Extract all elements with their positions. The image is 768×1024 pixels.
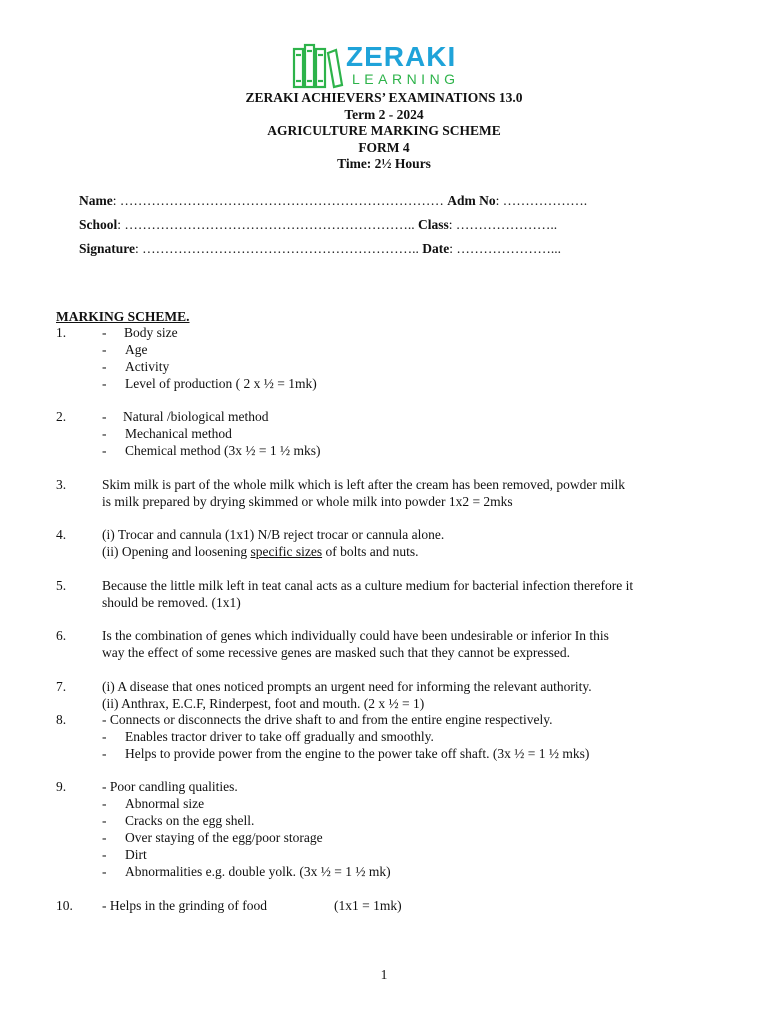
- logo-wordmark: ZERAKI: [346, 41, 457, 72]
- answer-line: Natural /biological method: [123, 409, 269, 424]
- dash: -: [102, 746, 107, 761]
- class-field[interactable]: : …………………..: [448, 217, 558, 232]
- name-row: [79, 193, 587, 210]
- school-field[interactable]: : ………………………………………………………..: [117, 217, 415, 232]
- header-subject: AGRICULTURE MARKING SCHEME: [267, 123, 501, 138]
- answer-text: of bolts and nuts.: [322, 544, 419, 559]
- answer-line: Body size: [124, 325, 178, 340]
- answer-line: (i) A disease that ones noticed prompts an urgent need for informing the relevant authority.: [102, 679, 592, 694]
- question-number: 1.: [56, 325, 67, 340]
- answer-line: [102, 544, 418, 561]
- dash: -: [102, 359, 107, 374]
- class-label: Class: [418, 217, 449, 232]
- books-icon: [292, 43, 344, 89]
- dash: -: [102, 847, 107, 862]
- dash: -: [102, 342, 107, 357]
- header-term: Term 2 - 2024: [344, 106, 424, 122]
- header-exam-title: ZERAKI ACHIEVERS’ EXAMINATIONS 13.0: [245, 90, 523, 105]
- answer-line: way the effect of some recessive genes are masked such that they cannot be expressed.: [102, 645, 570, 660]
- question-number: 8.: [56, 712, 67, 727]
- answer-line: Activity: [125, 359, 170, 374]
- school-row: [79, 217, 557, 234]
- answer-line: Age: [125, 342, 148, 357]
- answer-line: Enables tractor driver to take off gradually and smoothly.: [125, 729, 434, 744]
- answer-line: should be removed. (1x1): [102, 595, 241, 610]
- page-number: 1: [380, 967, 388, 982]
- answer-line: Abnormalities e.g. double yolk. (3x ½ = 1 ½ mk): [125, 864, 391, 879]
- question-number: 9.: [56, 779, 67, 794]
- question-number: 5.: [56, 578, 67, 593]
- question-number: 7.: [56, 679, 67, 694]
- dash: -: [102, 864, 107, 879]
- date-label: Date: [422, 241, 450, 256]
- dash: -: [102, 376, 107, 391]
- answer-line: Because the little milk left in teat canal acts as a culture medium for bacterial infection therefore it: [102, 578, 634, 593]
- answer-line: Skim milk is part of the whole milk which is left after the cream has been removed, powder milk: [102, 477, 625, 492]
- question-number: 2.: [56, 409, 67, 424]
- section-title: MARKING SCHEME.: [56, 309, 190, 324]
- header-time: Time: 2½ Hours: [337, 156, 431, 171]
- header-form: FORM 4: [358, 139, 410, 155]
- answer-line: is milk prepared by drying skimmed or whole milk into powder 1x2 = 2mks: [102, 494, 513, 509]
- answer-line: Dirt: [125, 847, 147, 862]
- signature-row: [79, 241, 561, 258]
- question-number: 10.: [56, 898, 73, 913]
- name-field[interactable]: : ………………………………………………………………: [112, 193, 444, 208]
- adm-label: Adm No: [447, 193, 496, 208]
- signature-label: Signature: [79, 241, 136, 256]
- logo-subtitle: LEARNING: [352, 71, 460, 87]
- answer-line: - Helps in the grinding of food: [102, 898, 267, 913]
- adm-field[interactable]: : ……………….: [495, 193, 588, 208]
- answer-line: - Connects or disconnects the drive shaft to and from the entire engine respectively.: [102, 712, 553, 727]
- exam-header: [0, 90, 768, 173]
- answer-line: - Poor candling qualities.: [102, 779, 238, 794]
- dash: -: [102, 813, 107, 828]
- dash: -: [102, 409, 107, 424]
- question-number: 4.: [56, 527, 67, 542]
- answer-line: Abnormal size: [125, 796, 205, 811]
- dash: -: [102, 443, 107, 458]
- dash: -: [102, 830, 107, 845]
- dash: -: [102, 796, 107, 811]
- question-number: 6.: [56, 628, 67, 643]
- dash: -: [102, 426, 107, 441]
- signature-field[interactable]: : ……………………………………………………..: [135, 241, 419, 256]
- answer-line: Mechanical method: [125, 426, 232, 441]
- answer-line: (i) Trocar and cannula (1x1) N/B reject trocar or cannula alone.: [102, 527, 445, 542]
- date-field[interactable]: : …………………...: [449, 241, 562, 256]
- answer-line: Level of production ( 2 x ½ = 1mk): [125, 376, 317, 391]
- answer-marks: (1x1 = 1mk): [334, 898, 402, 913]
- zeraki-logo: [292, 43, 482, 89]
- answer-line: (ii) Anthrax, E.C.F, Rinderpest, foot and mouth. (2 x ½ = 1): [102, 696, 425, 711]
- dash: -: [102, 325, 107, 340]
- answer-line: Over staying of the egg/poor storage: [125, 830, 323, 845]
- answer-line: Chemical method (3x ½ = 1 ½ mks): [125, 443, 321, 458]
- name-label: Name: [79, 193, 113, 208]
- question-number: 3.: [56, 477, 67, 492]
- answer-line: Is the combination of genes which individually could have been undesirable or inferior In this: [102, 628, 609, 643]
- answer-line: Cracks on the egg shell.: [125, 813, 255, 828]
- answer-text: (ii) Opening and loosening: [102, 544, 251, 559]
- underlined-text: specific sizes: [250, 544, 323, 559]
- answer-line: Helps to provide power from the engine to the power take off shaft. (3x ½ = 1 ½ mks): [125, 746, 590, 761]
- dash: -: [102, 729, 107, 744]
- school-label: School: [79, 217, 118, 232]
